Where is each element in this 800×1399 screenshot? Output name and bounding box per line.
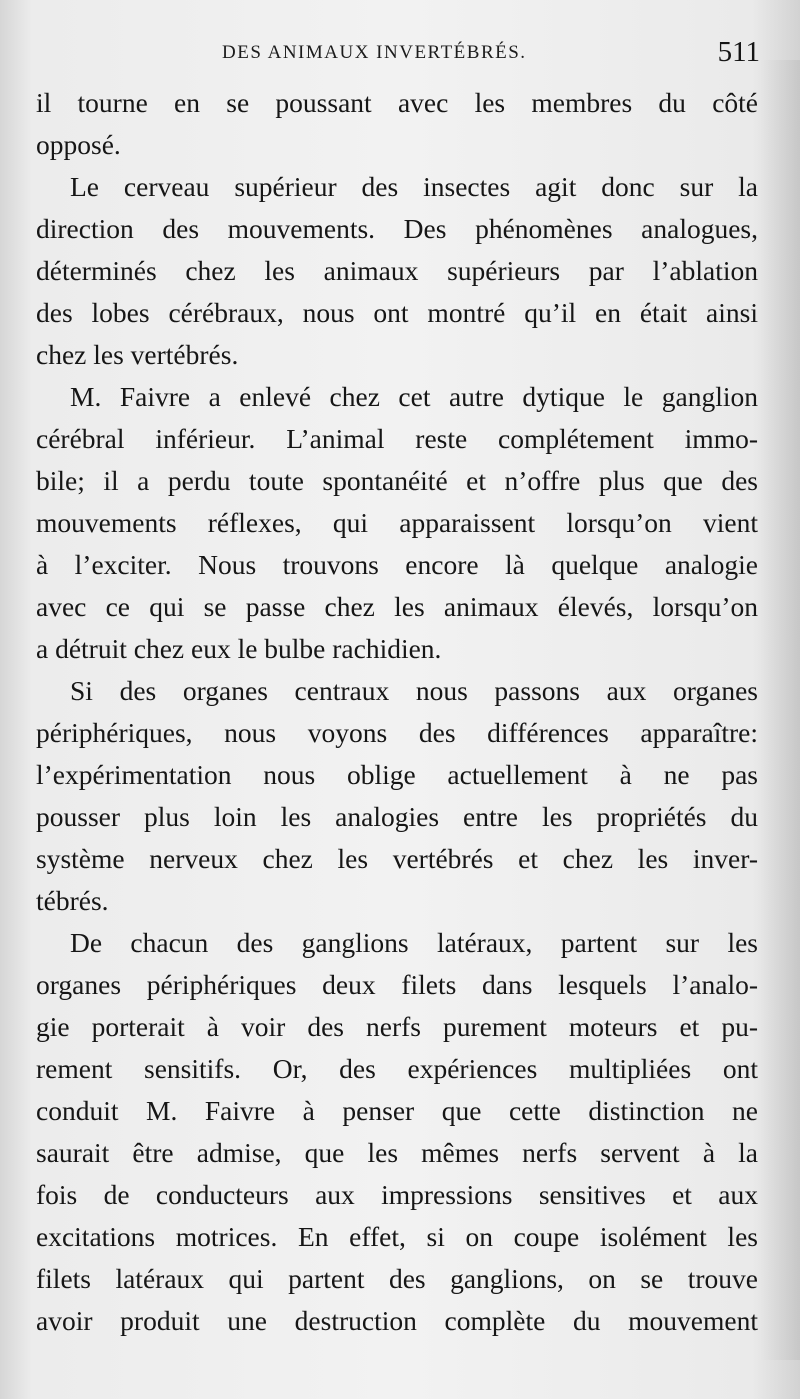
text-line: avec ce qui se passe chez les animaux élevés, lorsqu’on xyxy=(36,591,758,622)
text-line: M. Faivre a enlevé chez cet autre dytique le ganglion xyxy=(70,381,758,412)
text-line: périphériques, nous voyons des différences apparaître: xyxy=(36,717,758,748)
text-line: tébrés. xyxy=(36,885,109,916)
text-line: a détruit chez eux le bulbe rachidien. xyxy=(36,633,442,664)
text-line: fois de conducteurs aux impressions sensitives et aux xyxy=(36,1179,758,1210)
text-line: système nerveux chez les vertébrés et chez les inver- xyxy=(36,843,758,874)
text-line: déterminés chez les animaux supérieurs par l’ablation xyxy=(36,255,758,286)
text-line: De chacun des ganglions latéraux, partent sur les xyxy=(70,927,758,958)
text-line: filets latéraux qui partent des ganglions, on se trouve xyxy=(36,1263,758,1294)
page-edge-shadow xyxy=(760,60,800,1360)
text-line: chez les vertébrés. xyxy=(36,339,239,370)
text-line: rement sensitifs. Or, des expériences multipliées ont xyxy=(36,1053,758,1084)
text-line: l’expérimentation nous oblige actuellement à ne pas xyxy=(36,759,758,790)
text-line: des lobes cérébraux, nous ont montré qu’il en était ainsi xyxy=(36,297,758,328)
text-line: avoir produit une destruction complète du mouvement xyxy=(36,1305,758,1336)
text-line: à l’exciter. Nous trouvons encore là quelque analogie xyxy=(36,549,758,580)
text-line: organes périphériques deux filets dans lesquels l’analo- xyxy=(36,969,758,1000)
text-line: conduit M. Faivre à penser que cette distinction ne xyxy=(36,1095,758,1126)
text-line: cérébral inférieur. L’animal reste complétement immo- xyxy=(36,423,758,454)
text-line: excitations motrices. En effet, si on coupe isolément les xyxy=(36,1221,758,1252)
text-line: Si des organes centraux nous passons aux organes xyxy=(70,675,758,706)
running-title: DES ANIMAUX INVERTÉBRÉS. xyxy=(222,42,527,63)
running-head xyxy=(36,36,762,70)
text-line: pousser plus loin les analogies entre les propriétés du xyxy=(36,801,758,832)
page-number: 511 xyxy=(717,36,760,68)
text-line: bile; il a perdu toute spontanéité et n’offre plus que des xyxy=(36,465,758,496)
text-line: saurait être admise, que les mêmes nerfs servent à la xyxy=(36,1137,758,1168)
text-line: opposé. xyxy=(36,129,121,160)
text-line: mouvements réflexes, qui apparaissent lorsqu’on vient xyxy=(36,507,758,538)
text-line: gie porterait à voir des nerfs purement moteurs et pu- xyxy=(36,1011,758,1042)
text-line: il tourne en se poussant avec les membres du côté xyxy=(36,87,758,118)
body-text xyxy=(36,82,758,1342)
text-line: direction des mouvements. Des phénomènes analogues, xyxy=(36,213,758,244)
text-line: Le cerveau supérieur des insectes agit donc sur la xyxy=(70,171,758,202)
